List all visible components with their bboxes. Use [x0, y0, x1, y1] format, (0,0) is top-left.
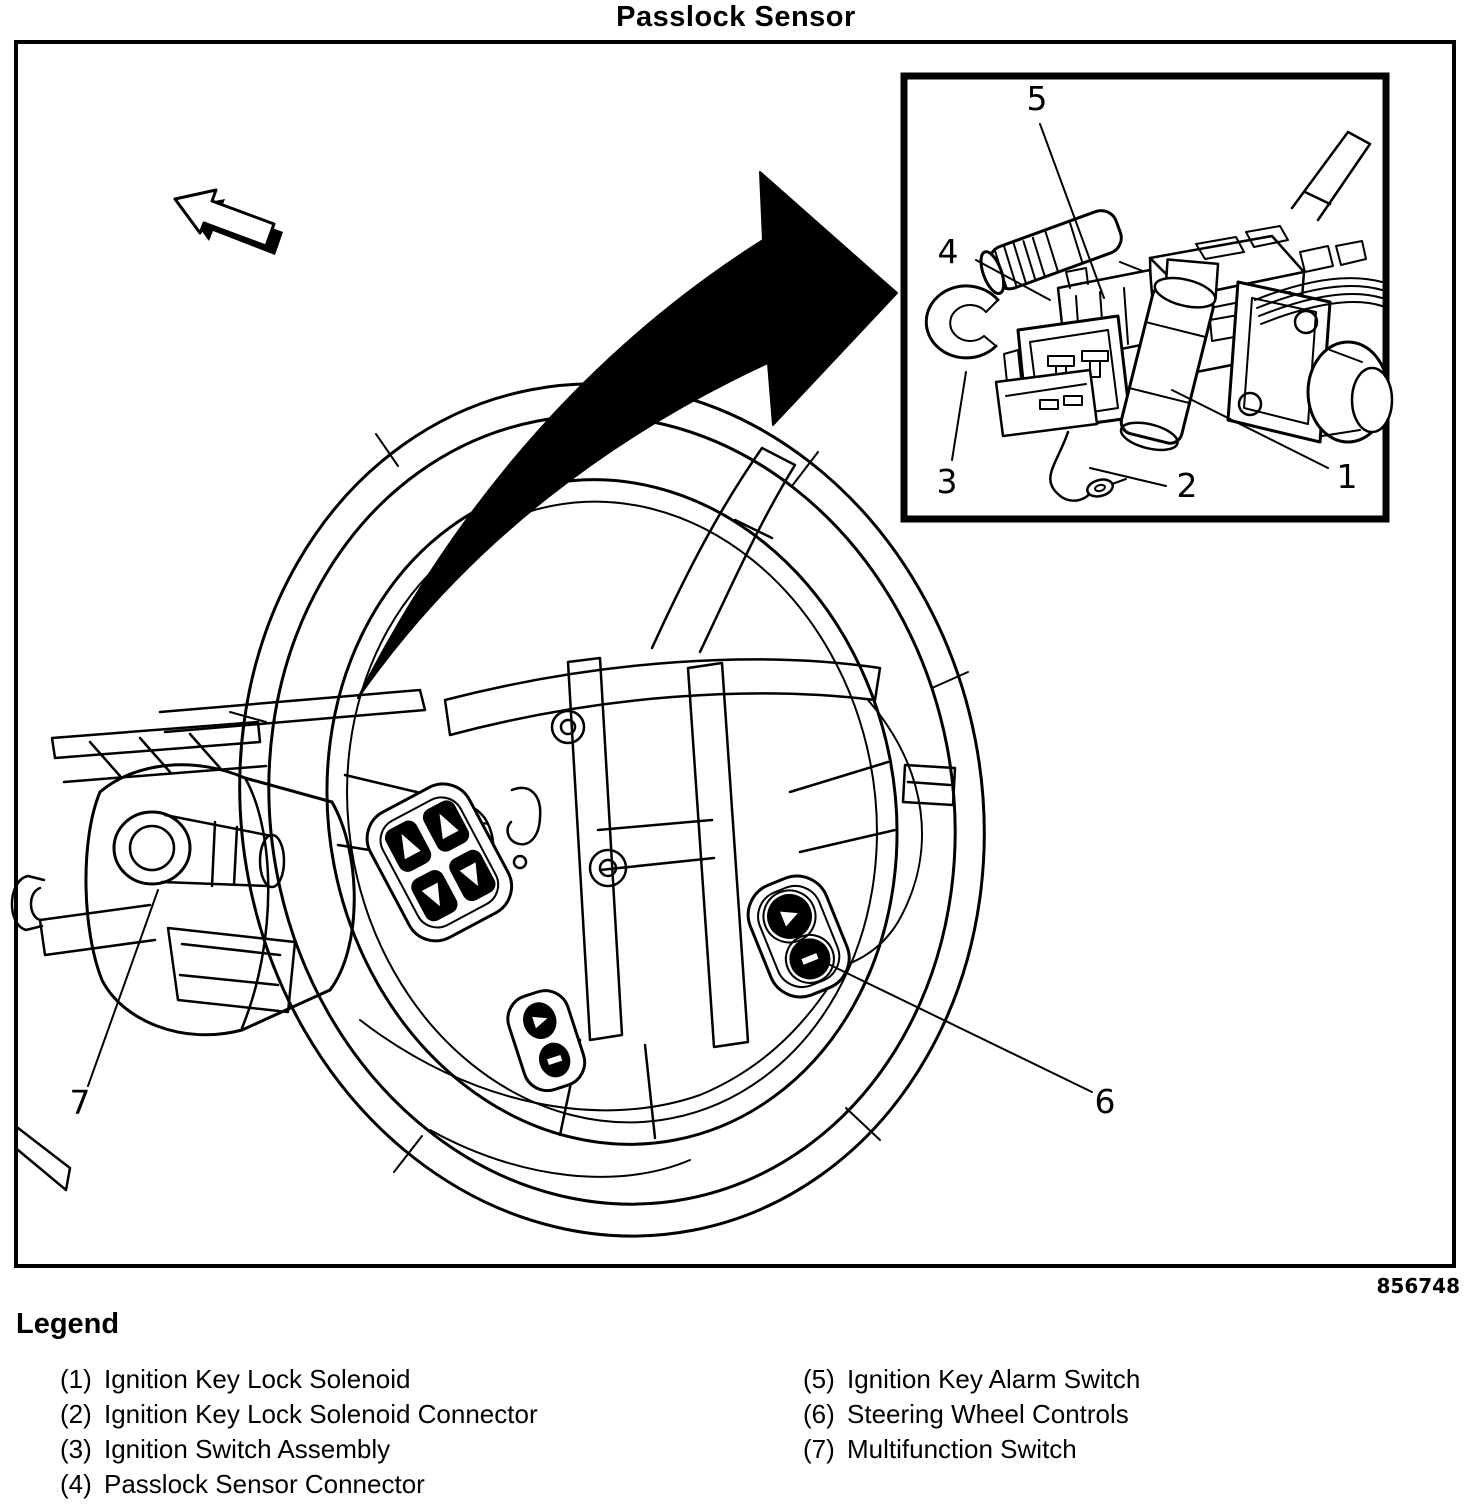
- leader-6: [824, 962, 1092, 1092]
- legend-item-number: (5): [803, 1364, 835, 1394]
- legend-item-label: Multifunction Switch: [847, 1434, 1077, 1464]
- figure-number: 856748: [1376, 1274, 1460, 1298]
- legend-column-right: [803, 1364, 1140, 1469]
- rim-parting-lines: [230, 434, 968, 1172]
- figure-title: Passlock Sensor: [616, 1, 856, 33]
- legend-item-label: Ignition Switch Assembly: [104, 1434, 391, 1464]
- callout-7: 7: [69, 1083, 91, 1122]
- left-control-pod: [357, 773, 523, 951]
- callout-6: 6: [1094, 1082, 1116, 1121]
- legend-item: [803, 1434, 1140, 1469]
- callout-5: 5: [1026, 79, 1048, 118]
- legend-item: [60, 1399, 538, 1434]
- legend-item-number: (7): [803, 1434, 835, 1464]
- legend-item-number: (3): [60, 1434, 92, 1464]
- legend-item-label: Ignition Key Lock Solenoid: [104, 1364, 411, 1394]
- legend-item: [803, 1364, 1140, 1399]
- bottom-control-pod: [502, 984, 591, 1096]
- legend-item: [60, 1434, 538, 1469]
- callout-2: 2: [1176, 466, 1198, 505]
- legend-heading: Legend: [16, 1308, 120, 1340]
- legend-item: [803, 1399, 1140, 1434]
- multifunction-switch-stalk: [114, 812, 284, 887]
- direction-arrow-icon: [175, 190, 283, 255]
- leader-7: [88, 890, 158, 1086]
- legend-item: [60, 1469, 538, 1504]
- inset-ignition-switch: [926, 286, 998, 358]
- callout-1: 1: [1336, 457, 1358, 496]
- legend-item-number: (6): [803, 1399, 835, 1429]
- legend-item-number: (4): [60, 1469, 92, 1499]
- legend-item-number: (1): [60, 1364, 92, 1394]
- legend-item: [60, 1364, 538, 1399]
- curved-pointer-arrow-icon: [358, 172, 897, 698]
- callout-3: 3: [936, 462, 958, 501]
- legend-column-left: [60, 1364, 538, 1504]
- legend-item-label: Ignition Key Lock Solenoid Connector: [104, 1399, 538, 1429]
- callout-4: 4: [937, 232, 959, 271]
- legend-item-label: Ignition Key Alarm Switch: [847, 1364, 1141, 1394]
- legend-item-label: Steering Wheel Controls: [847, 1399, 1129, 1429]
- legend-item-label: Passlock Sensor Connector: [104, 1469, 425, 1499]
- inset-detail-box: [904, 76, 1392, 519]
- legend-item-number: (2): [60, 1399, 92, 1429]
